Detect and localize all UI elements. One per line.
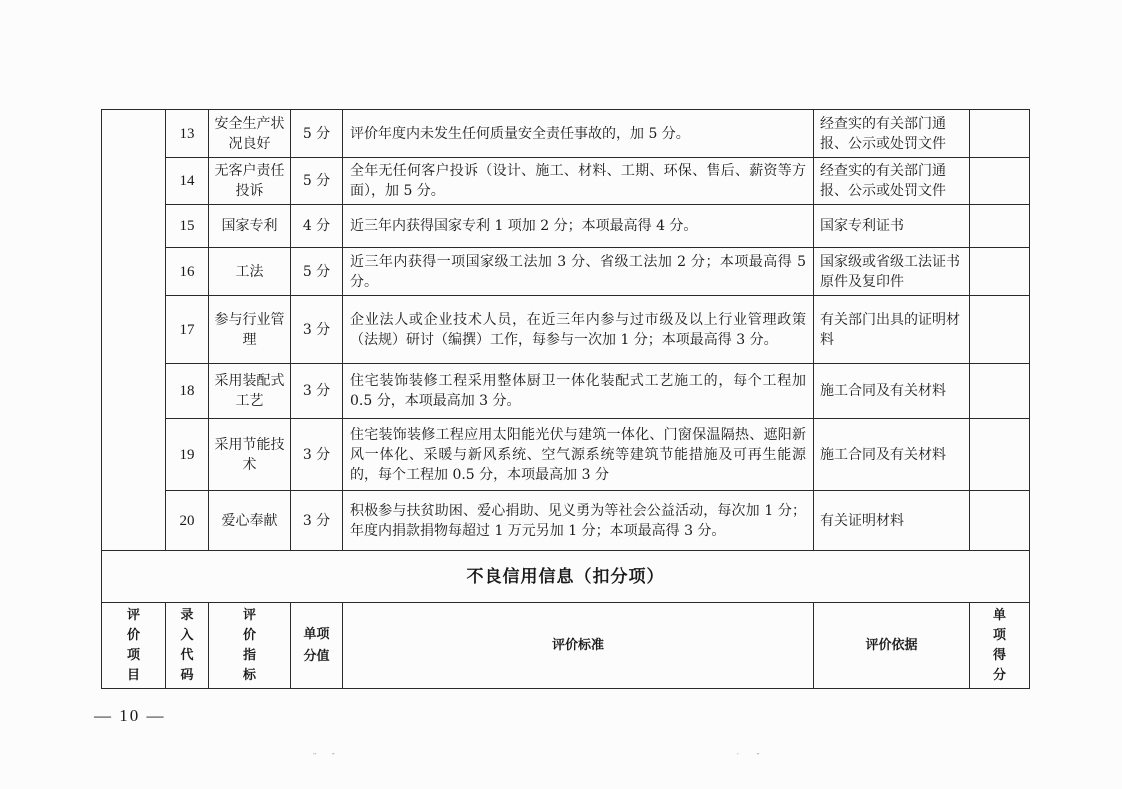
row-item-score xyxy=(970,248,1030,296)
row-basis: 国家专利证书 xyxy=(814,205,970,248)
row-score: 3 分 xyxy=(291,419,343,491)
row-basis: 施工合同及有关材料 xyxy=(814,419,970,491)
table-row xyxy=(102,248,1030,296)
row-basis: 经查实的有关部门通报、公示或处罚文件 xyxy=(814,158,970,205)
section-row xyxy=(102,551,1030,603)
row-basis: 国家级或省级工法证书原件及复印件 xyxy=(814,248,970,296)
row-index: 采用节能技术 xyxy=(209,419,291,491)
row-criterion: 企业法人或企业技术人员，在近三年内参与过市级及以上行业管理政策（法规）研讨（编撰）工作，每参与一次加 1 分；本项最高得 3 分。 xyxy=(343,296,814,364)
evaluation-table xyxy=(101,109,1030,689)
row-criterion: 住宅装饰装修工程采用整体厨卫一体化装配式工艺施工的，每个工程加 0.5 分，本项最高加 3 分。 xyxy=(343,364,814,419)
eval-item-cell xyxy=(102,110,166,551)
table-row xyxy=(102,110,1030,158)
page-number: — 10 — xyxy=(94,706,166,725)
table-row xyxy=(102,205,1030,248)
scan-speck: ′ ″ xyxy=(737,752,760,761)
row-index: 采用装配式工艺 xyxy=(209,364,291,419)
row-code: 18 xyxy=(166,364,209,419)
row-score: 3 分 xyxy=(291,296,343,364)
row-criterion: 住宅装饰装修工程应用太阳能光伏与建筑一体化、门窗保温隔热、遮阳新风一体化、采暖与新风系统、空气源系统等建筑节能措施及可再生能源的，每个工程加 0.5 分，本项最高加 3 分 xyxy=(343,419,814,491)
row-item-score xyxy=(970,110,1030,158)
row-score: 5 分 xyxy=(291,248,343,296)
header-eval-standard: 评价标准 xyxy=(343,603,814,689)
header-eval-basis: 评价依据 xyxy=(814,603,970,689)
row-item-score xyxy=(970,364,1030,419)
row-basis: 经查实的有关部门通报、公示或处罚文件 xyxy=(814,110,970,158)
row-code: 19 xyxy=(166,419,209,491)
row-index: 国家专利 xyxy=(209,205,291,248)
row-item-score xyxy=(970,205,1030,248)
row-item-score xyxy=(970,491,1030,551)
table-row xyxy=(102,296,1030,364)
row-code: 14 xyxy=(166,158,209,205)
row-index: 工法 xyxy=(209,248,291,296)
row-score: 5 分 xyxy=(291,110,343,158)
table-row xyxy=(102,491,1030,551)
header-unit-score: 单项分值 xyxy=(291,603,343,689)
header-entry-code: 录 入 代 码 xyxy=(166,603,209,689)
table-row xyxy=(102,158,1030,205)
row-basis: 有关证明材料 xyxy=(814,491,970,551)
row-code: 15 xyxy=(166,205,209,248)
row-code: 13 xyxy=(166,110,209,158)
row-code: 20 xyxy=(166,491,209,551)
header-item-score: 单 项 得 分 xyxy=(970,603,1030,689)
row-criterion: 全年无任何客户投诉（设计、施工、材料、工期、环保、售后、薪资等方面），加 5 分。 xyxy=(343,158,814,205)
row-criterion: 近三年内获得一项国家级工法加 3 分、省级工法加 2 分；本项最高得 5 分。 xyxy=(343,248,814,296)
header-eval-item: 评 价 项 目 xyxy=(102,603,166,689)
row-score: 5 分 xyxy=(291,158,343,205)
row-item-score xyxy=(970,296,1030,364)
row-score: 4 分 xyxy=(291,205,343,248)
row-index: 安全生产状况良好 xyxy=(209,110,291,158)
table-row xyxy=(102,364,1030,419)
row-code: 16 xyxy=(166,248,209,296)
positive-rows xyxy=(102,110,1030,689)
row-basis: 施工合同及有关材料 xyxy=(814,364,970,419)
row-item-score xyxy=(970,419,1030,491)
row-index: 爱心奉献 xyxy=(209,491,291,551)
row-score: 3 分 xyxy=(291,491,343,551)
row-index: 无客户责任投诉 xyxy=(209,158,291,205)
scan-speck: ′′ ″ xyxy=(313,752,335,761)
section-title: 不良信用信息（扣分项） xyxy=(102,551,1030,603)
header-row xyxy=(102,603,1030,689)
row-score: 3 分 xyxy=(291,364,343,419)
row-index: 参与行业管理 xyxy=(209,296,291,364)
row-item-score xyxy=(970,158,1030,205)
table-row xyxy=(102,419,1030,491)
row-code: 17 xyxy=(166,296,209,364)
header-eval-index: 评 价 指 标 xyxy=(209,603,291,689)
row-criterion: 积极参与扶贫助困、爱心捐助、见义勇为等社会公益活动，每次加 1 分；年度内捐款捐物每超过 1 万元另加 1 分；本项最高得 3 分。 xyxy=(343,491,814,551)
row-criterion: 评价年度内未发生任何质量安全责任事故的，加 5 分。 xyxy=(343,110,814,158)
row-criterion: 近三年内获得国家专利 1 项加 2 分；本项最高得 4 分。 xyxy=(343,205,814,248)
row-basis: 有关部门出具的证明材料 xyxy=(814,296,970,364)
